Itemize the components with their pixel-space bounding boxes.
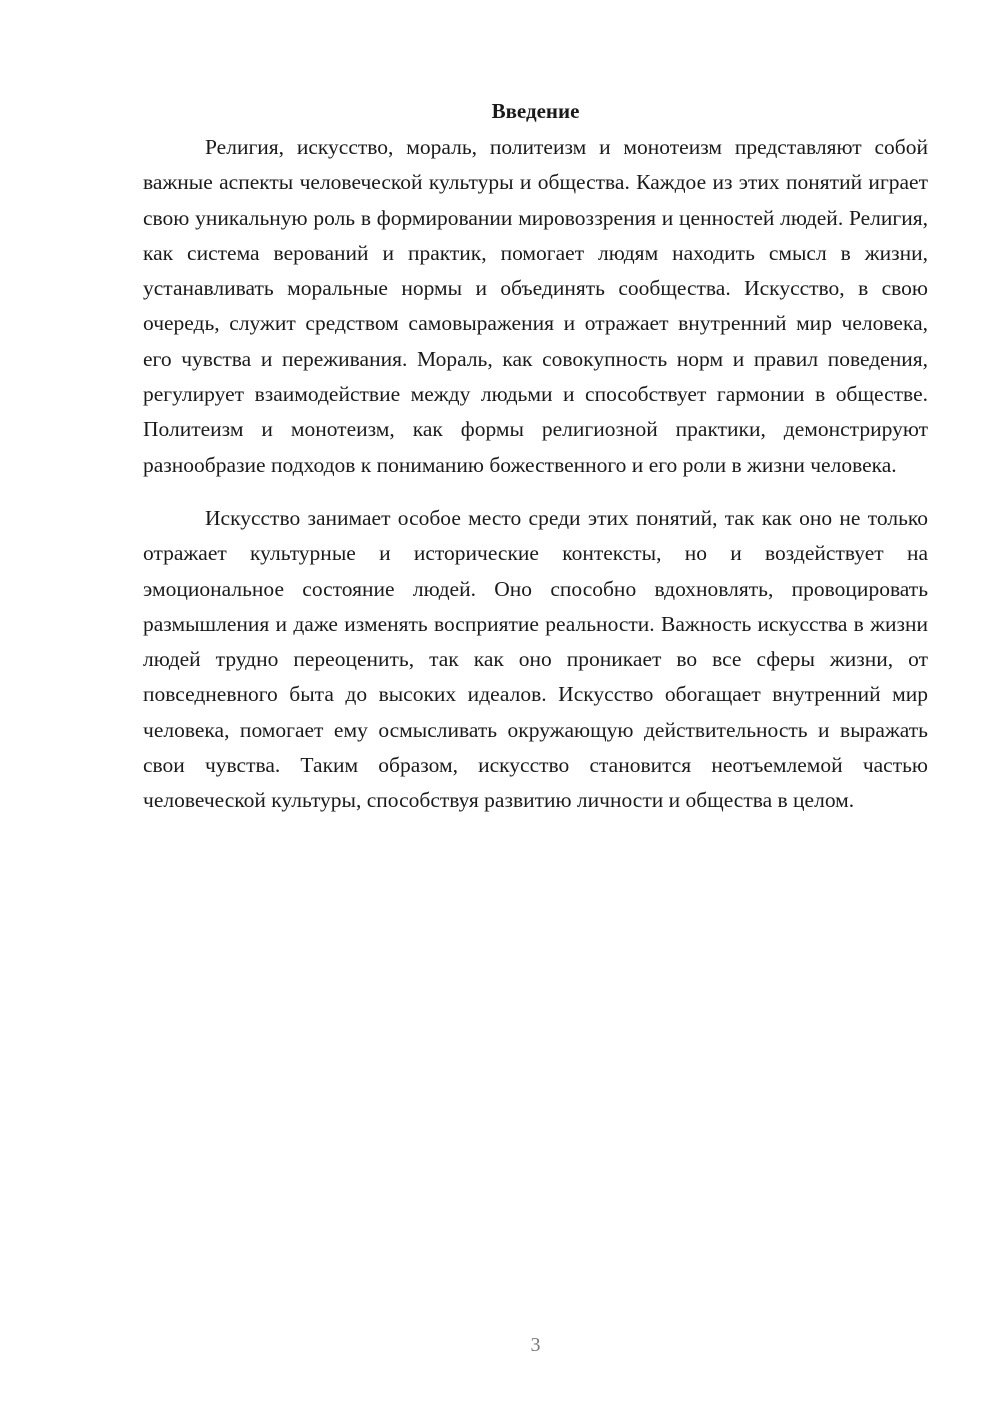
paragraph-1: Религия, искусство, мораль, политеизм и монотеизм представляют собой важные аспекты человеческой культуры и общества. Каждое из этих понятий играет свою уникальную роль в формировании мировоззрения и ценностей людей. Религия, как система верований и практик, помогает людям находить смысл в жизни, устанавливать моральные нормы и объединять сообщества. Искусство, в свою очередь, служит средством самовыражения и отражает внутренний мир человека, его чувства и переживания. Мораль, как совокупность норм и правил поведения, регулирует взаимодействие между людьми и способствует гармонии в обществе. Политеизм и монотеизм, как формы религиозной практики, демонстрируют разнообразие подходов к пониманию божественного и его роли в жизни человека. — [143, 135, 928, 477]
page-content — [143, 96, 928, 819]
page-number: 3 — [530, 1334, 541, 1356]
paragraph-2: Искусство занимает особое место среди этих понятий, так как оно не только отражает культурные и исторические контексты, но и воздействует на эмоциональное состояние людей. Оно способно вдохновлять, провоцировать размышления и даже изменять восприятие реальности. Важность искусства в жизни людей трудно переоценить, так как оно проникает во все сферы жизни, от повседневного быта до высоких идеалов. Искусство обогащает внутренний мир человека, помогает ему осмысливать окружающую действительность и выражать свои чувства. Таким образом, искусство становится неотъемлемой частью человеческой культуры, способствуя развитию личности и общества в целом. — [143, 505, 928, 813]
section-heading: Введение — [491, 99, 580, 123]
